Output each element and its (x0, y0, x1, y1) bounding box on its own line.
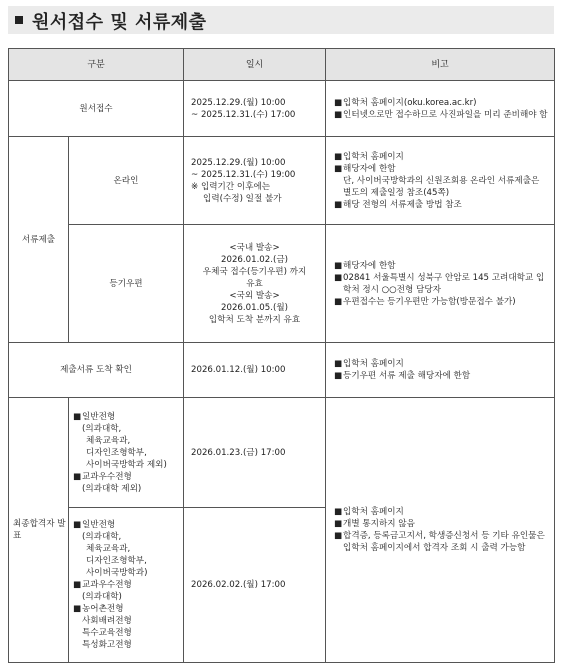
table-row-arrival (9, 343, 555, 398)
date-arrival: 2026.01.12.(월) 10:00 (184, 343, 326, 398)
label-application: 원서접수 (9, 81, 184, 137)
table-row-application (9, 81, 555, 137)
date-online: 2025.12.29.(월) 10:00 ~ 2025.12.31.(수) 19:00 ※ 입력기간 이후에는 입력(수정) 일절 불가 (184, 137, 326, 225)
note-application: ■ 입학처 홈페이지(oku.korea.ac.kr) ■ 인터넷으로만 접수하므로 사진파일을 미리 준비해야 함 (326, 81, 555, 137)
header-schedule: 일시 (184, 49, 326, 81)
final-second-tracks: ■ 일반전형 (의과대학, 체육교육과, 디자인조형학부, 사이버국방학과) ■ 교과우수전형 (의과대학) ■ 농어촌전형 사회배려전형 특수교육전형 특성화고전형 (69, 508, 184, 663)
label-arrival: 제출서류 도착 확인 (9, 343, 184, 398)
note-arrival: ■ 입학처 홈페이지 ■ 등기우편 서류 제출 해당자에 한함 (326, 343, 555, 398)
date-final-second: 2026.02.02.(월) 17:00 (184, 508, 326, 663)
label-final: 최종합격자 발표 (9, 398, 69, 663)
page-title: 원서접수 및 서류제출 (32, 12, 207, 33)
section-title-bar (8, 6, 554, 34)
final-first-tracks: ■ 일반전형 (의과대학, 체육교육과, 디자인조형학부, 사이버국방학과 제외) ■ 교과우수전형 (의과대학 제외) (69, 398, 184, 508)
table-row-documents-online (9, 137, 555, 225)
schedule-table (8, 48, 555, 663)
title-square-icon (15, 16, 23, 24)
note-mail: ■ 해당자에 한함 ■ 02841 서울특별시 성북구 안암로 145 고려대학교 입학처 정시 ○○전형 담당자 ■ 우편접수는 등기우편만 가능함(방문접수 불가) (326, 225, 555, 343)
label-online: 온라인 (69, 137, 184, 225)
header-note: 비고 (326, 49, 555, 81)
label-documents: 서류제출 (9, 137, 69, 343)
date-mail: <국내 발송> 2026.01.02.(금) 우체국 접수(등기우편) 까지 유효 <국외 발송> 2026.01.05.(월) 입학처 도착 분까지 유효 (184, 225, 326, 343)
date-application: 2025.12.29.(월) 10:00 ~ 2025.12.31.(수) 17:00 (184, 81, 326, 137)
table-row-final-first (9, 398, 555, 508)
header-category: 구분 (9, 49, 184, 81)
note-online: ■ 입학처 홈페이지 ■ 해당자에 한함 단, 사이버국방학과의 신원조회용 온라인 서류제출은 별도의 제출일정 참조(45쪽) ■ 해당 전형의 서류제출 방법 참조 (326, 137, 555, 225)
label-mail: 등기우편 (69, 225, 184, 343)
note-final: ■ 입학처 홈페이지 ■ 개별 통지하지 않음 ■ 합격증, 등록금고지서, 학생증신청서 등 기타 유인물은 입학처 홈페이지에서 합격자 조회 시 출력 가능함 (326, 398, 555, 663)
date-final-first: 2026.01.23.(금) 17:00 (184, 398, 326, 508)
table-row-documents-mail (9, 225, 555, 343)
